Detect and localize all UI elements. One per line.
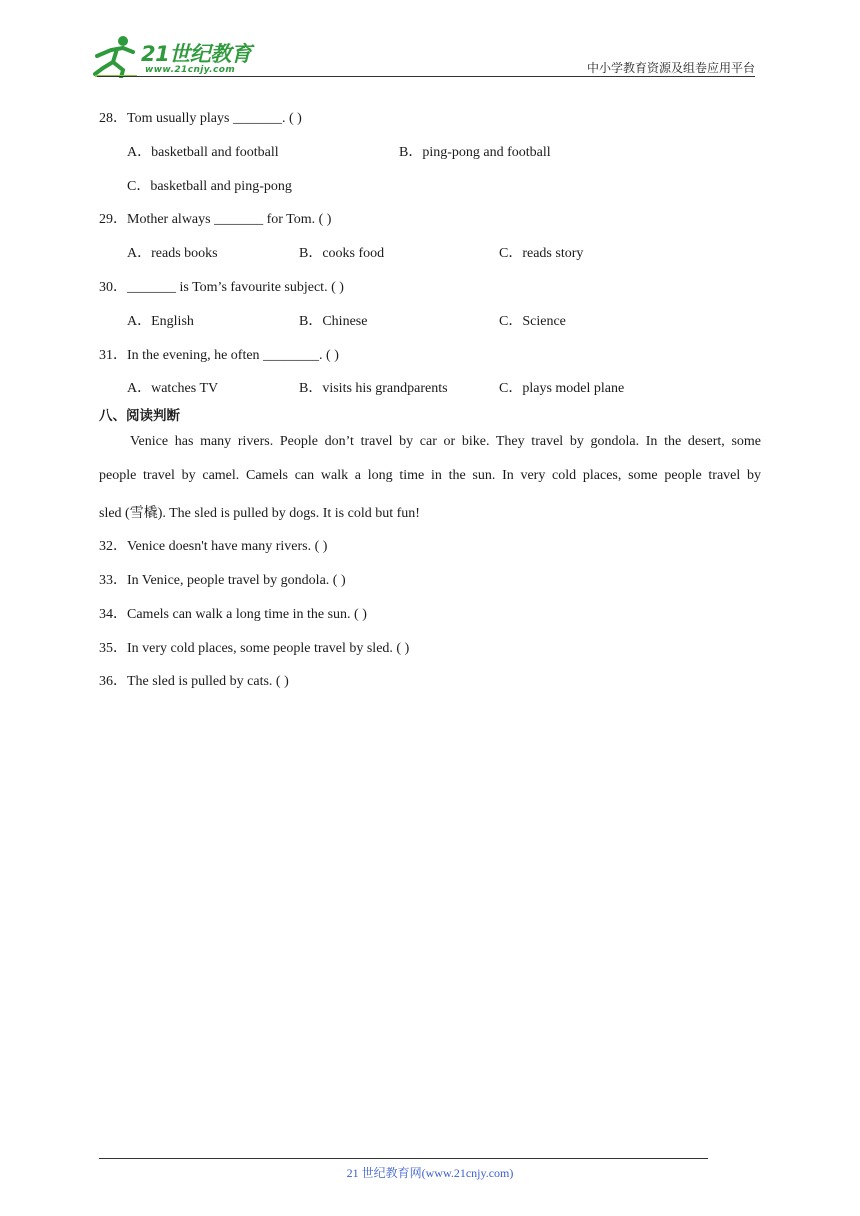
footer-link[interactable]: 21 世纪教育网(www.21cnjy.com) (346, 1166, 514, 1180)
header-divider (97, 76, 755, 77)
logo-wordmark: 21世纪教育 (141, 42, 252, 66)
question-34: 34．Camels can walk a long time in the sun. ( ) (99, 607, 367, 622)
question-29-option-a: A．reads books (127, 246, 218, 261)
footer-divider (99, 1158, 708, 1159)
passage-line-2: people travel by camel. Camels can walk a long time in the sun. In very cold places, some people travel by (99, 468, 761, 483)
question-31-option-c: C．plays model plane (499, 381, 625, 396)
question-30-option-b: B．Chinese (299, 314, 368, 329)
question-36: 36．The sled is pulled by cats. ( ) (99, 674, 289, 689)
question-28-option-b: B．ping-pong and football (399, 145, 551, 160)
question-31: 31．In the evening, he often ________. ( ) (99, 348, 339, 363)
question-32: 32．Venice doesn't have many rivers. ( ) (99, 539, 328, 554)
site-logo (93, 32, 263, 78)
question-28-option-c: C．basketball and ping-pong (127, 179, 292, 194)
question-29: 29．Mother always _______ for Tom. ( ) (99, 212, 332, 227)
logo-url: www.21cnjy.com (145, 65, 236, 75)
question-29-option-b: B．cooks food (299, 246, 385, 261)
question-28-option-a: A．basketball and football (127, 145, 279, 160)
passage-line-3: sled (雪橇). The sled is pulled by dogs. It is cold but fun! (99, 506, 420, 521)
question-28: 28．Tom usually plays _______. ( ) (99, 111, 302, 126)
question-31-option-a: A．watches TV (127, 381, 219, 396)
question-33: 33．In Venice, people travel by gondola. ( ) (99, 573, 346, 588)
runner-icon (93, 34, 139, 78)
question-29-option-c: C．reads story (499, 246, 584, 261)
question-30-option-a: A．English (127, 314, 194, 329)
passage-line-1: Venice has many rivers. People don’t travel by car or bike. They travel by gondola. In the desert, some (130, 434, 761, 449)
question-31-option-b: B．visits his grandparents (299, 381, 448, 396)
section-title: 八、阅读判断 (99, 408, 180, 424)
question-30-option-c: C．Science (499, 314, 566, 329)
question-30: 30．_______ is Tom’s favourite subject. ( ) (99, 280, 344, 295)
question-35: 35．In very cold places, some people travel by sled. ( ) (99, 641, 410, 656)
platform-name: 中小学教育资源及组卷应用平台 (586, 61, 755, 75)
